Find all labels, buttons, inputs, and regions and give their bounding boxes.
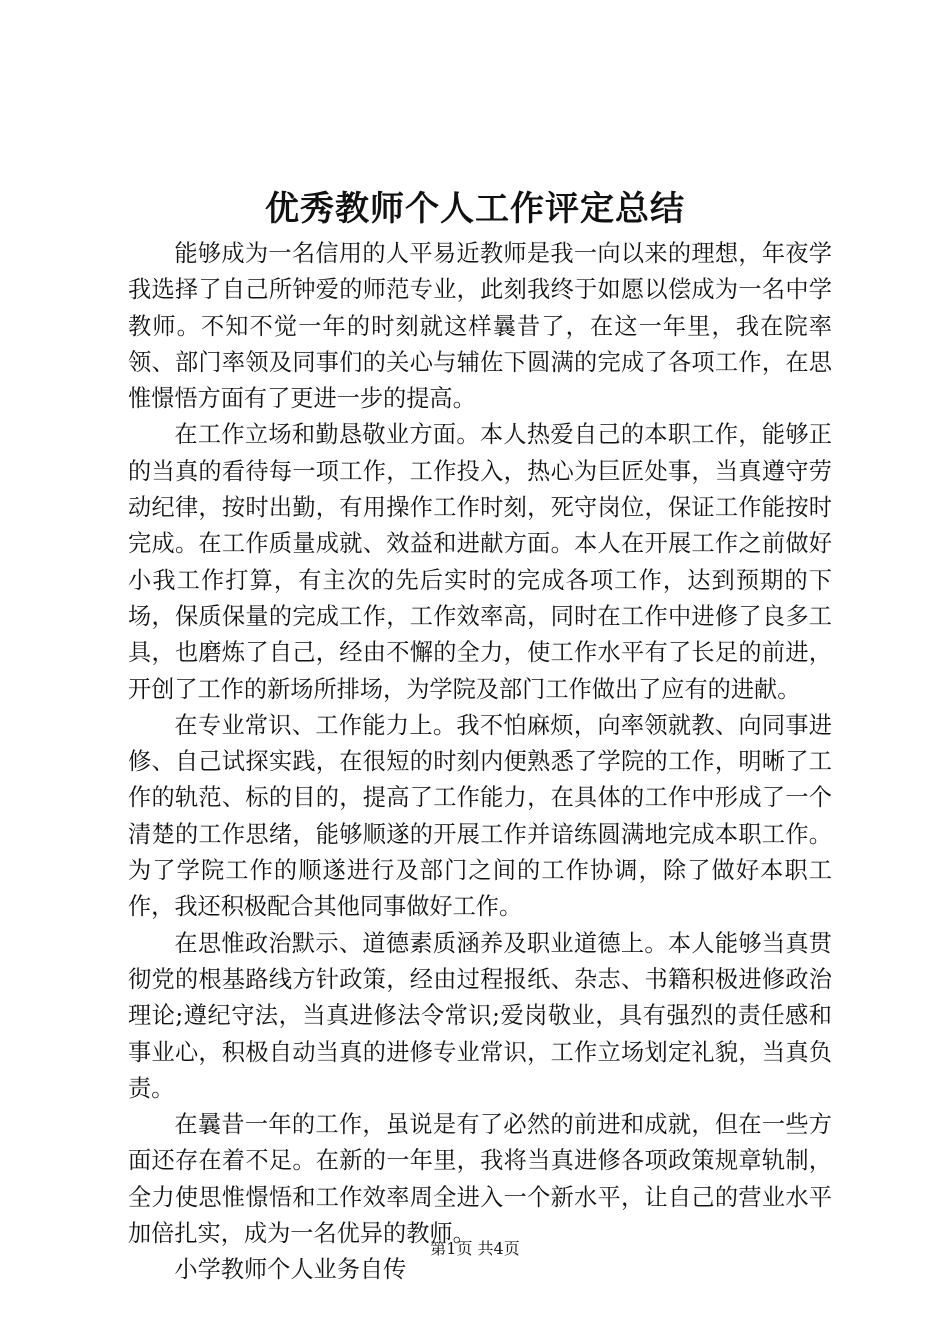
paragraph-intro: 能够成为一名信用的人平易近教师是我一向以来的理想，年夜学我选择了自己所钟爱的师范专业，此刻我终于如愿以偿成为一名中学教师。不知不觉一年的时刻就这样曩昔了，在这一年里，我在院率领、部门率领及同事们的关心与辅佐下圆满的完成了各项工作，在思惟憬悟方面有了更进一步的提高。 — [128, 240, 832, 413]
paragraph-professional-knowledge: 在专业常识、工作能力上。我不怕麻烦，向率领就教、向同事进修、自己试探实践，在很短的时刻内便熟悉了学院的工作，明晰了工作的轨范、标的目的，提高了工作能力，在具体的工作中形成了一个清楚的工作思绪，能够顺遂的开展工作并谙练圆满地完成本职工作。为了学院工作的顺遂进行及部门之间的工作协调，除了做好本职工作，我还积极配合其他同事做好工作。 — [128, 711, 832, 921]
paragraph-next-heading: 小学教师个人业务自传 — [174, 1256, 407, 1284]
document-body — [128, 236, 832, 1289]
document-title: 优秀教师个人工作评定总结 — [265, 189, 685, 229]
paragraph-political-ethics: 在思惟政治默示、道德素质涵养及职业道德上。本人能够当真贯彻党的根基路线方针政策，经由过程报纸、杂志、书籍积极进修政治理论;遵纪守法，当真进修法令常识;爱岗敬业，具有强烈的责任感和事业心，积极自动当真的进修专业常识，工作立场划定礼貌，当真负责。 — [128, 929, 832, 1102]
paragraph-conclusion: 在曩昔一年的工作，虽说是有了必然的前进和成就，但在一些方面还存在着不足。在新的一年里，我将当真进修各项政策规章轨制，全力使思惟憬悟和工作效率周全进入一个新水平，让自己的营业水平加倍扎实，成为一名优异的教师。 — [128, 1111, 832, 1248]
paragraph-work-attitude: 在工作立场和勤恳敬业方面。本人热爱自己的本职工作，能够正的当真的看待每一项工作，工作投入，热心为巨匠处事，当真遵守劳动纪律，按时出勤，有用操作工作时刻，死守岗位，保证工作能按时完成。在工作质量成就、效益和进献方面。本人在开展工作之前做好小我工作打算，有主次的先后实时的完成各项工作，达到预期的下场，保质保量的完成工作，工作效率高，同时在工作中进修了良多工具，也磨炼了自己，经由不懈的全力，使工作水平有了长足的前进，开创了工作的新场所排场，为学院及部门工作做出了应有的进献。 — [128, 421, 832, 703]
page-number-footer: 第1页 共4页 — [430, 1239, 520, 1258]
